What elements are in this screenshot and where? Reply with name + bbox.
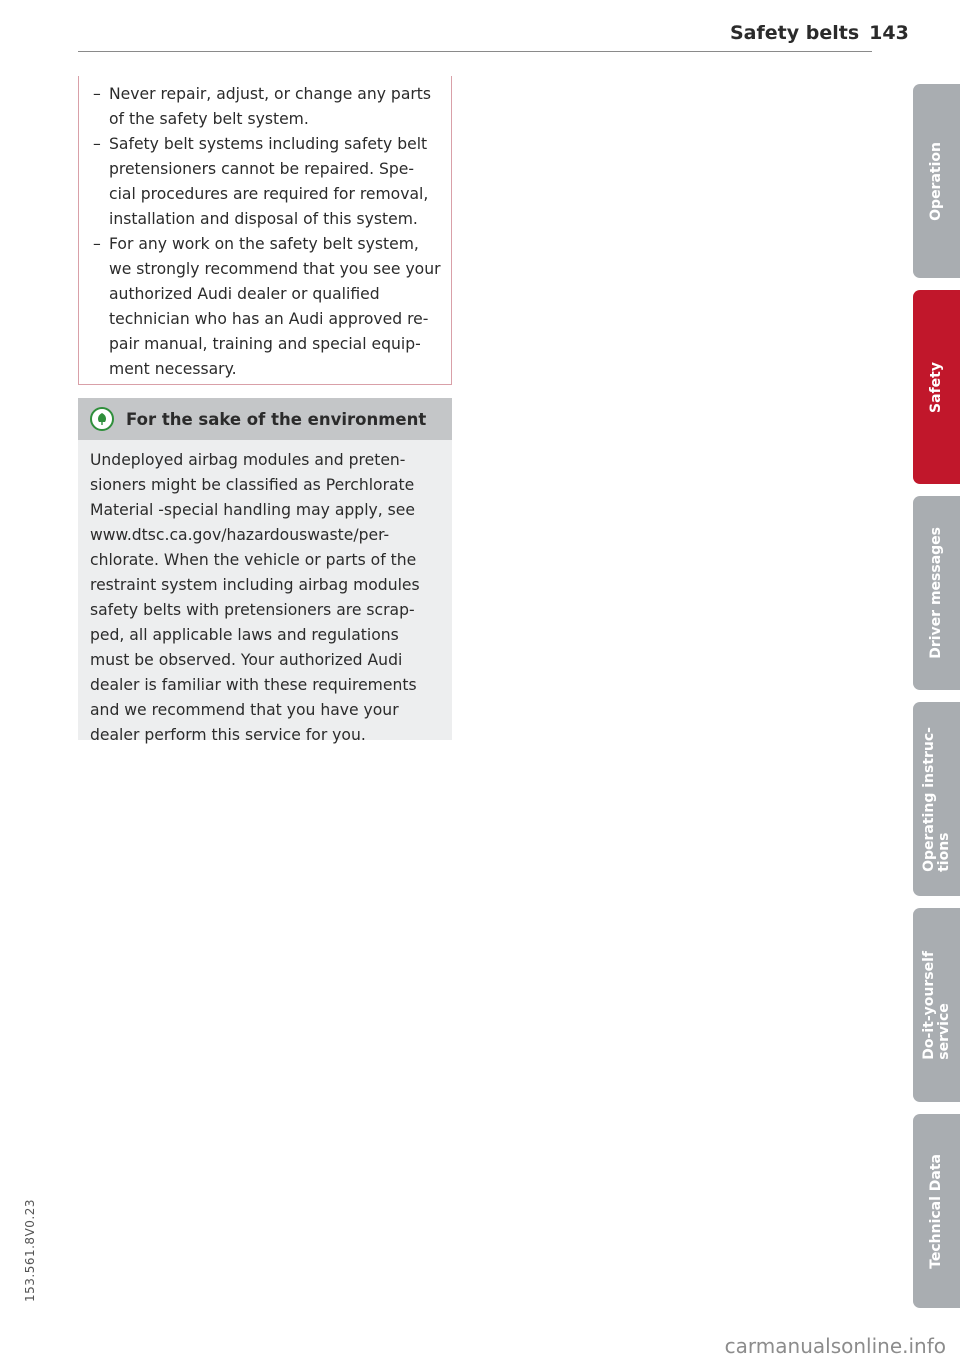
leaf-icon xyxy=(90,407,114,431)
tab-driver-messages[interactable] xyxy=(913,496,960,690)
document-code-text: 153.561.8V0.23 xyxy=(23,1198,37,1302)
section-title: Safety belts xyxy=(730,22,860,44)
tab-label: Technical Data xyxy=(928,1153,944,1269)
environment-line: sioners might be classified as Perchlorate xyxy=(90,476,415,494)
environment-line: and we recommend that you have your xyxy=(90,701,399,719)
header-rule xyxy=(78,51,872,52)
tab-label: Do-it-yourself service xyxy=(920,950,952,1060)
tab-label: Safety xyxy=(928,361,944,413)
warning-list xyxy=(79,76,451,382)
tab-label: Operating instruc- tions xyxy=(920,726,952,872)
tab-do-it-yourself-service[interactable] xyxy=(913,908,960,1102)
warning-item: – For any work on the safety belt system, we strongly recommend that you see your authorized Audi dealer or qualified technician who has an Audi approved re- pair manual, training and special equip- ment necessary. xyxy=(93,232,443,382)
environment-header xyxy=(78,398,452,440)
environment-line: Undeployed airbag modules and preten- xyxy=(90,451,406,469)
tab-label: Operation xyxy=(928,141,944,221)
environment-line: must be observed. Your authorized Audi xyxy=(90,651,403,669)
environment-note xyxy=(78,398,452,744)
environment-line: restraint system including airbag modules xyxy=(90,576,420,594)
tab-label: Driver messages xyxy=(928,527,944,659)
page-header xyxy=(730,22,909,44)
tab-operation[interactable] xyxy=(913,84,960,278)
environment-line: dealer is familiar with these requirements xyxy=(90,676,417,694)
tab-safety[interactable] xyxy=(913,290,960,484)
warning-item: – Safety belt systems including safety belt pretensioners cannot be repaired. Spe- cial procedures are required for removal, installation and disposal of this system. xyxy=(93,132,443,232)
environment-line: safety belts with pretensioners are scrap- xyxy=(90,601,415,619)
document-code xyxy=(20,1180,40,1320)
environment-line: chlorate. When the vehicle or parts of the xyxy=(90,551,417,569)
page-number: 143 xyxy=(869,22,909,44)
warning-box xyxy=(78,76,452,385)
environment-body xyxy=(78,440,452,748)
warning-item: – Never repair, adjust, or change any parts of the safety belt system. xyxy=(93,82,443,132)
environment-title: For the sake of the environment xyxy=(126,409,427,429)
tab-technical-data[interactable] xyxy=(913,1114,960,1308)
watermark: carmanualsonline.info xyxy=(724,1334,946,1358)
environment-line: www.dtsc.ca.gov/hazardouswaste/per- xyxy=(90,526,390,544)
tab-operating-instructions[interactable] xyxy=(913,702,960,896)
environment-line: ped, all applicable laws and regulations xyxy=(90,626,399,644)
environment-line: Material -special handling may apply, see xyxy=(90,501,415,519)
environment-line: dealer perform this service for you. xyxy=(90,726,366,744)
